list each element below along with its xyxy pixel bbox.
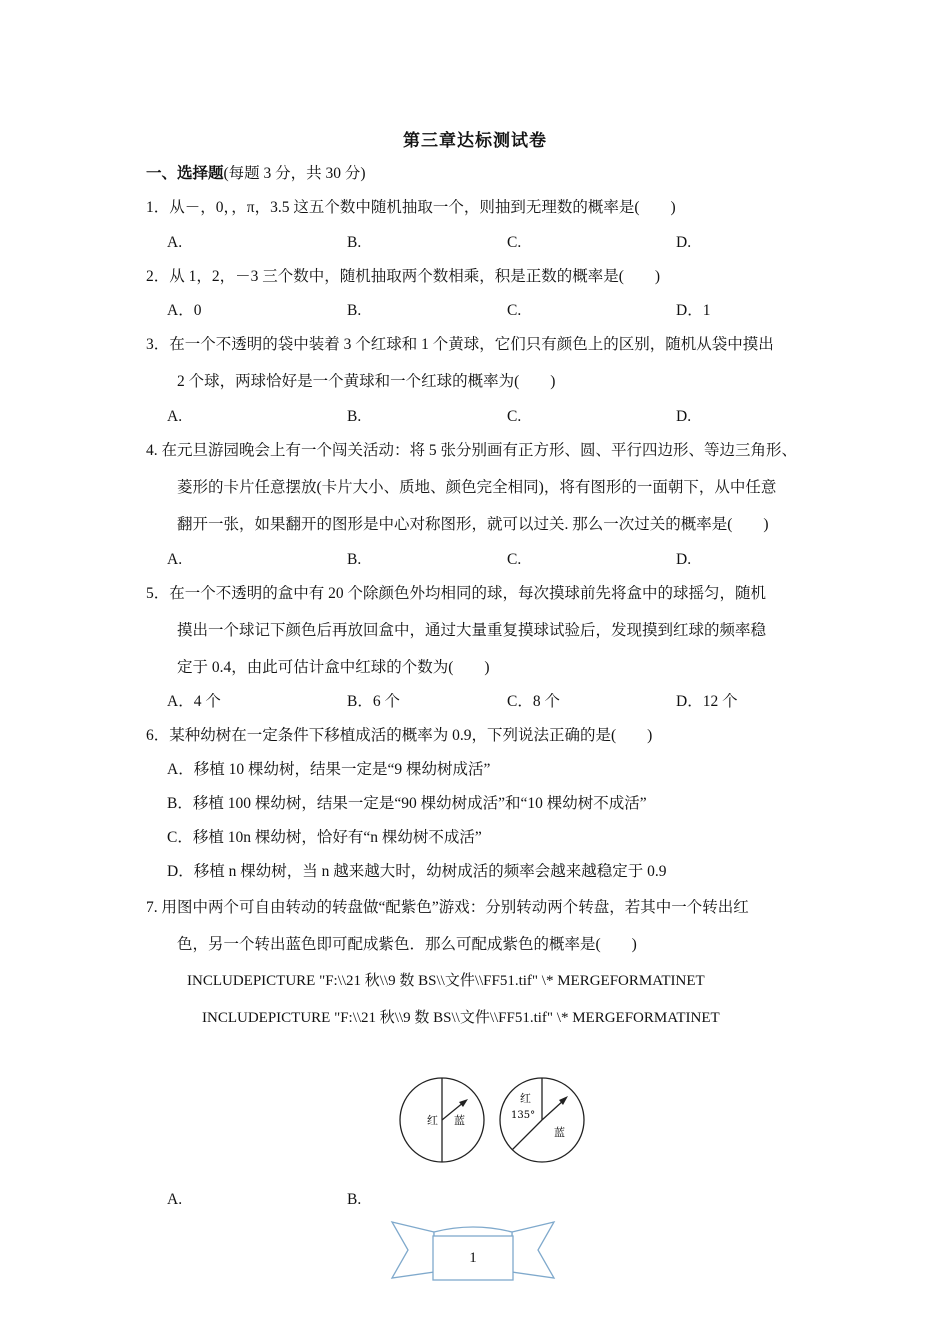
question-3-line-1: 3．在一个不透明的袋中装着 3 个红球和 1 个黄球，它们只有颜色上的区别，随机从袋中摸出 — [146, 336, 774, 353]
q5-option-c: C．8 个 — [507, 693, 560, 710]
q4-option-d: D. — [676, 551, 692, 568]
left-spinner-red-label: 红 — [427, 1114, 438, 1127]
right-spinner — [500, 1078, 584, 1162]
question-4-line-2: 菱形的卡片任意摆放(卡片大小、质地、颜色完全相同)，将有图形的一面朝下，从中任意 — [177, 479, 777, 496]
q7-option-b: B. — [347, 1191, 362, 1208]
q6-choice-d: D．移植 n 棵幼树，当 n 越来越大时，幼树成活的频率会越来越稳定于 0.9 — [167, 863, 667, 880]
q5-option-d: D．12 个 — [676, 693, 738, 710]
right-spinner-red-label: 红 — [520, 1092, 531, 1105]
include-field-code-2: INCLUDEPICTURE "F:\\21 秋\\9 数 BS\\文件\\FF51.tif" \* MERGEFORMATINET — [202, 1010, 720, 1026]
q7-option-a: A. — [167, 1191, 183, 1208]
q4-option-a: A. — [167, 551, 183, 568]
question-5-line-1: 5．在一个不透明的盒中有 20 个除颜色外均相同的球，每次摸球前先将盒中的球摇匀，随机 — [146, 585, 767, 602]
question-2-text: 2．从 1，2，－3 三个数中，随机抽取两个数相乘，积是正数的概率是( ) — [146, 268, 661, 285]
question-1-text: 1．从－，0，，π，3.5 这五个数中随机抽取一个，则抽到无理数的概率是( ) — [146, 199, 676, 216]
left-spinner — [400, 1078, 484, 1162]
q2-option-c: C. — [507, 302, 522, 319]
section-heading — [146, 164, 366, 184]
question-3-line-2: 2 个球，两球恰好是一个黄球和一个红球的概率为( ) — [177, 373, 556, 390]
q4-option-c: C. — [507, 551, 522, 568]
left-spinner-blue-label: 蓝 — [454, 1114, 465, 1127]
q2-option-b: B. — [347, 302, 362, 319]
question-7-line-2: 色，另一个转出蓝色即可配成紫色．那么可配成紫色的概率是( ) — [177, 936, 637, 953]
q3-option-a: A. — [167, 408, 183, 425]
q6-choice-c: C．移植 10n 棵幼树，恰好有“n 棵幼树不成活” — [167, 829, 482, 846]
question-6-text: 6．某种幼树在一定条件下移植成活的概率为 0.9，下列说法正确的是( ) — [146, 727, 653, 744]
q2-option-a: A．0 — [167, 302, 202, 319]
q4-option-b: B. — [347, 551, 362, 568]
q3-option-d: D. — [676, 408, 692, 425]
q5-option-b: B．6 个 — [347, 693, 400, 710]
q2-option-d: D．1 — [676, 302, 711, 319]
section-note: (每题 3 分，共 30 分) — [223, 165, 366, 182]
q6-choice-b: B．移植 100 棵幼树，结果一定是“90 棵幼树成活”和“10 棵幼树不成活” — [167, 795, 647, 812]
question-4-line-1: 4. 在元旦游园晚会上有一个闯关活动：将 5 张分别画有正方形、圆、平行四边形、等边三角形、 — [146, 442, 798, 459]
page-footer — [388, 1218, 558, 1286]
right-spinner-angle-label: 135° — [511, 1110, 536, 1121]
question-4-line-3: 翻开一张，如果翻开的图形是中心对称图形，就可以过关. 那么一次过关的概率是( ) — [177, 516, 769, 533]
q3-option-c: C. — [507, 408, 522, 425]
q6-choice-a: A．移植 10 棵幼树，结果一定是“9 棵幼树成活” — [167, 761, 491, 778]
question-5-line-2: 摸出一个球记下颜色后再放回盒中，通过大量重复摸球试验后，发现摸到红球的频率稳 — [177, 622, 767, 639]
page-number: 1 — [469, 1250, 477, 1266]
question-5-line-3: 定于 0.4，由此可估计盒中红球的个数为( ) — [177, 659, 490, 676]
question-7-line-1: 7. 用图中两个可自由转动的转盘做“配紫色”游戏：分别转动两个转盘，若其中一个转出红 — [146, 899, 749, 916]
q1-option-b: B. — [347, 234, 362, 251]
page-title: 第三章达标测试卷 — [403, 131, 547, 150]
section-label: 一、选择题 — [146, 165, 224, 182]
q1-option-c: C. — [507, 234, 522, 251]
right-spinner-blue-label: 蓝 — [554, 1126, 565, 1139]
include-field-code-1: INCLUDEPICTURE "F:\\21 秋\\9 数 BS\\文件\\FF51.tif" \* MERGEFORMATINET — [187, 973, 705, 989]
q1-option-a: A. — [167, 234, 183, 251]
q3-option-b: B. — [347, 408, 362, 425]
q1-option-d: D. — [676, 234, 692, 251]
spinner-figure — [398, 1074, 588, 1166]
q5-option-a: A．4 个 — [167, 693, 221, 710]
